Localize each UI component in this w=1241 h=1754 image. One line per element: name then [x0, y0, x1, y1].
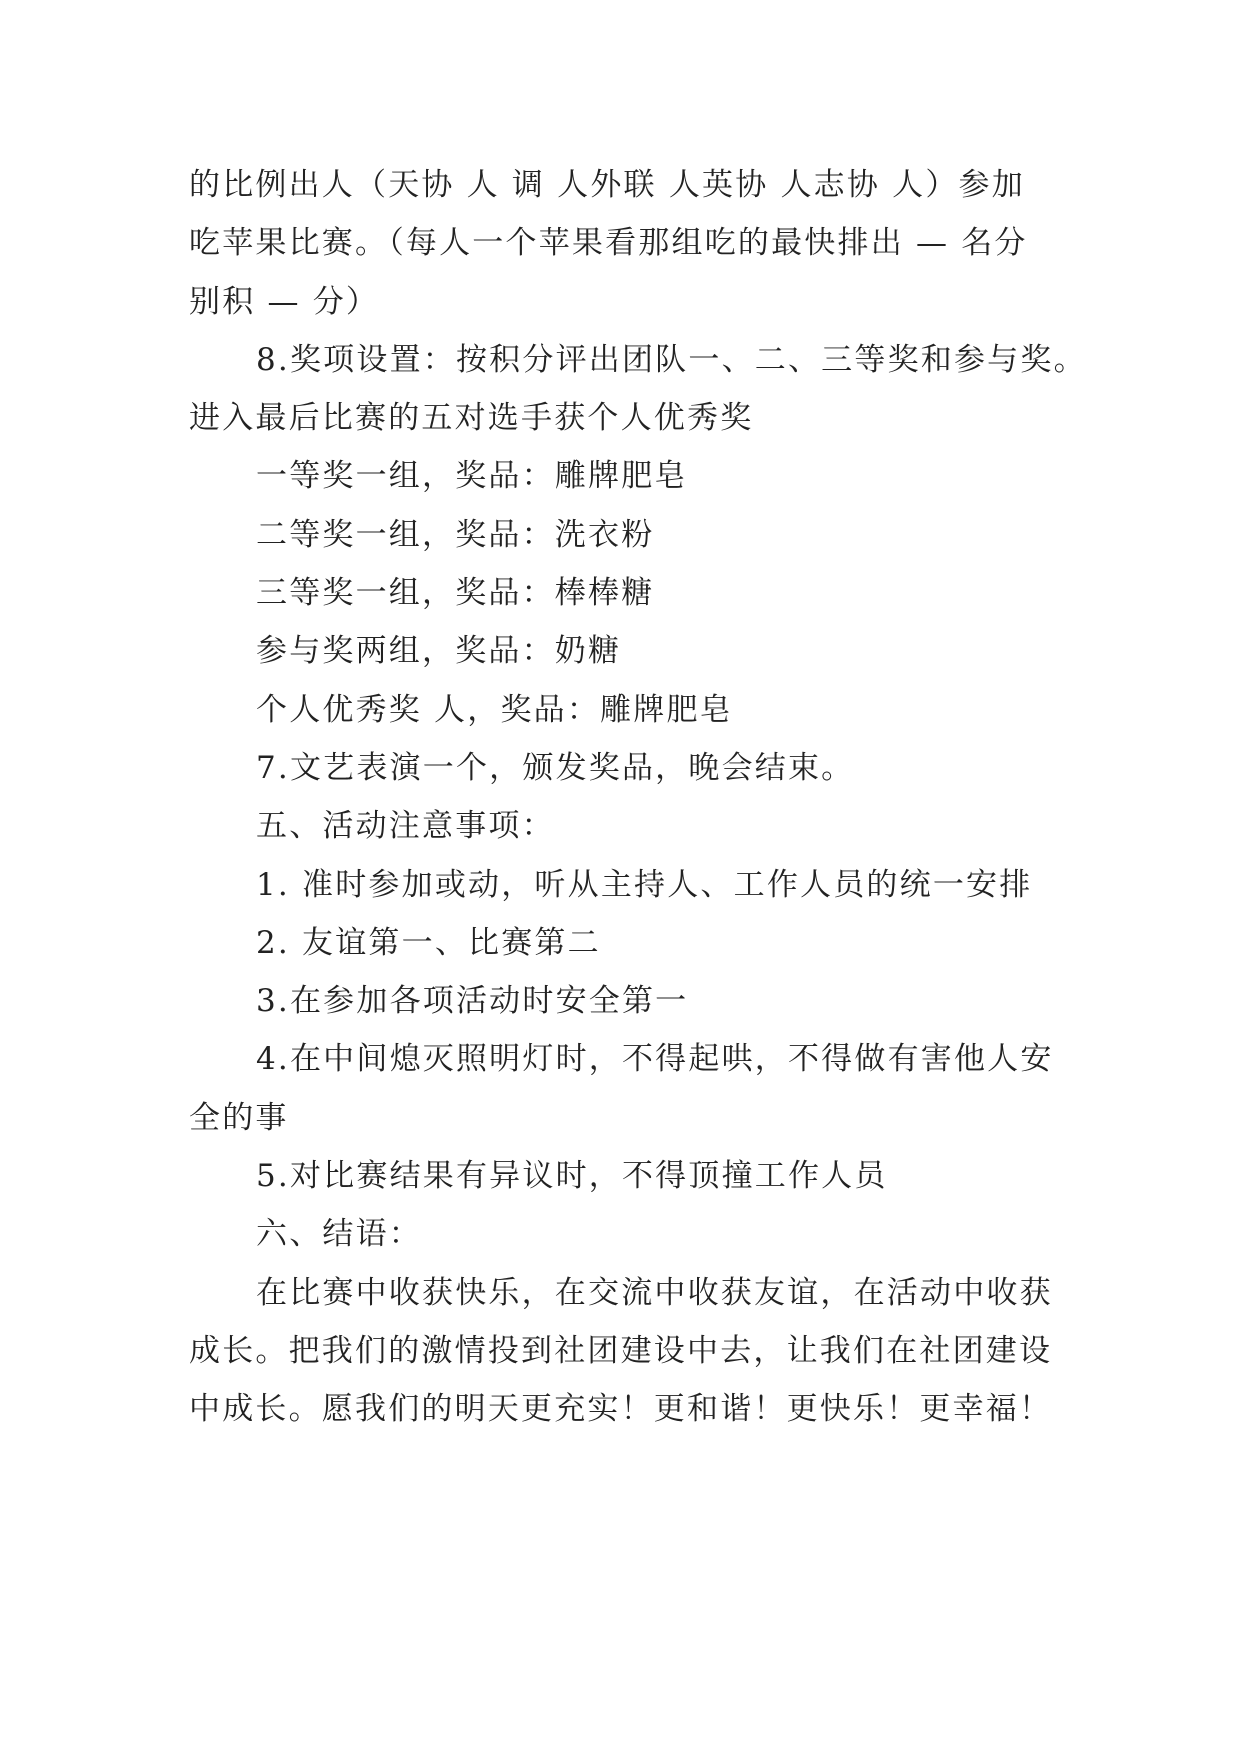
- performance-line: 7.文艺表演一个，颁发奖品，晚会结束。: [256, 749, 855, 786]
- section-heading-conclusion: 六、结语：: [256, 1216, 422, 1253]
- second-prize-line: 二等奖一组，奖品：洗衣粉: [256, 516, 655, 553]
- text-line: 中成长。愿我们的明天更充实！更和谐！更快乐！更幸福！: [189, 1391, 1053, 1428]
- text-line: 全的事: [189, 1099, 289, 1136]
- third-prize-line: 三等奖一组，奖品：棒棒糖: [256, 575, 655, 612]
- note-item-2: 2. 友谊第一、比赛第二: [256, 924, 601, 961]
- note-item-4: 4.在中间熄灭照明灯时，不得起哄，不得做有害他人安: [256, 1041, 1054, 1078]
- text-line: 别积 — 分）: [189, 283, 380, 320]
- note-item-3: 3.在参加各项活动时安全第一: [256, 983, 689, 1020]
- text-line: 成长。把我们的激情投到社团建设中去，让我们在社团建设: [189, 1332, 1053, 1369]
- participation-prize-line: 参与奖两组，奖品：奶糖: [256, 633, 622, 670]
- note-item-1: 1. 准时参加或动，听从主持人、工作人员的统一安排: [256, 866, 1033, 903]
- note-item-5: 5.对比赛结果有异议时，不得顶撞工作人员: [256, 1158, 888, 1195]
- conclusion-paragraph: 在比赛中收获快乐，在交流中收获友谊，在活动中收获: [256, 1274, 1053, 1311]
- section-heading-notes: 五、活动注意事项：: [256, 808, 555, 845]
- first-prize-line: 一等奖一组，奖品：雕牌肥皂: [256, 458, 688, 495]
- text-line: 吃苹果比赛。（每人一个苹果看那组吃的最快排出 — 名分: [189, 225, 1028, 262]
- text-line: 的比例出人（天协 人 调 人外联 人英协 人志协 人）参加: [189, 167, 1025, 203]
- award-setting-heading: 8.奖项设置：按积分评出团队一、二、三等奖和参与奖。: [256, 341, 1087, 378]
- document-body: [189, 156, 1087, 1439]
- text-line: 进入最后比赛的五对选手获个人优秀奖: [189, 400, 754, 437]
- individual-prize-line: 个人优秀奖 人，奖品：雕牌肥皂: [256, 691, 733, 728]
